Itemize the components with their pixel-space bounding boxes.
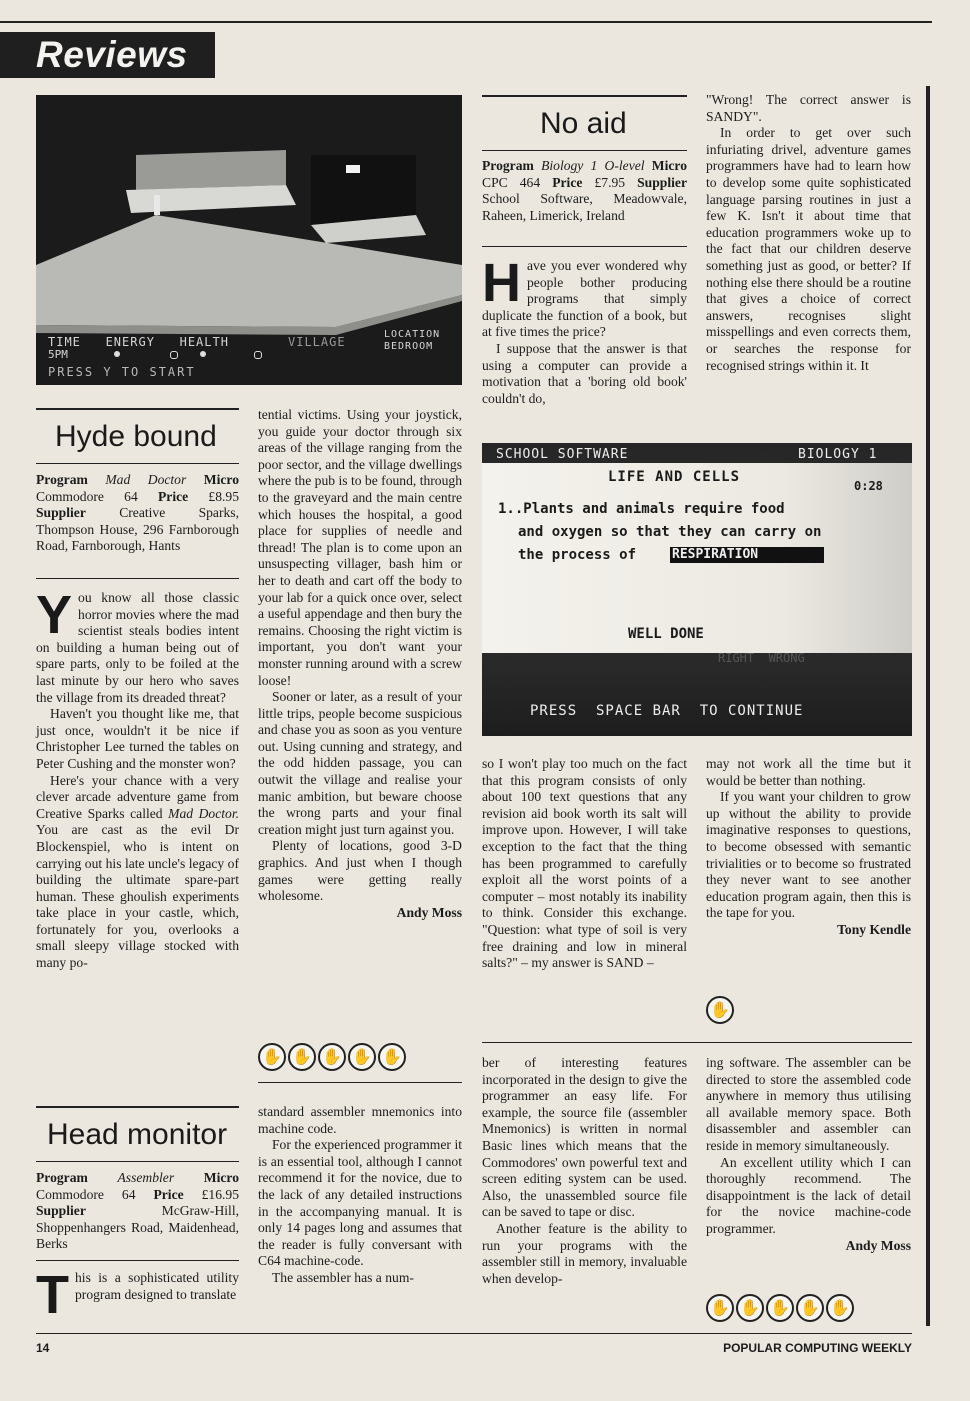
- head-para: standard assembler mnemonics into machine code.: [258, 1104, 462, 1136]
- hyde-title-rule: [36, 463, 239, 464]
- head-para: Another feature is the ability to run your programs with the assembler still in memory, invaluable when develop-: [482, 1220, 687, 1286]
- rating-hand-icon: ✋: [288, 1043, 316, 1071]
- section-title: Reviews: [36, 34, 188, 75]
- head-para: ing software. The assembler can be directed to store the assembled code anywhere in memory thus utilising all available memory space. Both disassembler and assembler can reside in memory simultaneously.: [706, 1055, 911, 1153]
- head-author: Andy Moss: [845, 1237, 911, 1253]
- noaid-body-col3: [482, 756, 687, 972]
- head-para: For the experienced programmer it is an essential tool, although I cannot recommend it for the novice, due to the lack of any detailed instructions in the accompanying manual. It is only 14 pages long and assumes that the reader is fully conversant with C64 machine-code.: [258, 1137, 462, 1269]
- head-info: Program Assembler Micro Commodore 64 Price £16.95 Supplier McGraw-Hill, Shoppenhangers Road, Maidenhead, Berks: [36, 1170, 239, 1252]
- noaid-info-rule: [482, 246, 687, 247]
- rating-hand-icon: ✋: [378, 1043, 406, 1071]
- head-title: Head monitor: [47, 1118, 228, 1151]
- noaid-para: "Wrong! The correct answer is SANDY".: [706, 92, 911, 124]
- head-para: An excellent utility which I can thoroughly recommend. The disappointment is the lack of detail for the novice machine-code programmer.: [706, 1154, 911, 1236]
- head-body-col4: [706, 1055, 911, 1254]
- hyde-para: tential victims. Using your joystick, you guide your doctor through six areas of the village ranging from the poor sector, and the village dwellings where the pub is to be found, through to the graveyard and the main centre which houses the hospital, a good place for supplies of needle and thread! The plan is to come upon an unsuspecting villager, bash him or her to death and cart off the body to your lab for a quick once over, select a useful appendage and then bury the remains. Choosing the right victim is important, you don't want your monster running around with a screw loose!: [258, 407, 462, 688]
- hud-meters: [114, 351, 294, 357]
- noaid-para: If you want your children to grow up without the ability to provide imaginative responses to questions, to become obsessed with semantic trivialities or to become so frustrated they never want to see another education program again, then this is the tape for you.: [706, 789, 911, 921]
- noaid-body-col4: [706, 756, 911, 939]
- hyde-para: Plenty of locations, good 3-D graphics. And just when I though games were getting really wholesome.: [258, 838, 462, 904]
- footer-rule: [36, 1333, 912, 1334]
- right-page-border: [926, 86, 930, 1326]
- quiz-answer-field: RESPIRATION: [670, 547, 824, 563]
- noaid-title: No aid: [540, 107, 627, 140]
- head-body-col2: [258, 1104, 462, 1287]
- head-para: his is a sophisticated utility program designed to translate: [75, 1270, 239, 1302]
- noaid-title-rule: [482, 150, 687, 151]
- noaid-para: In order to get over such infuriating drivel, adventure games programmers have had to learn how to develop some quite sophisticated language parsing routines in just a few K. Isn't it about time that education programmers woke up to the fact that our children deserve something just as good, or better? If nothing else there should be a routine that gives a choice of correct answers, recognises slight misspellings and even corrects them, or searches the response for recognised strings within it. It: [706, 125, 911, 373]
- head-title-rule: [36, 1161, 239, 1162]
- noaid-dropcap: H: [482, 253, 521, 313]
- noaid-top-rule: [482, 95, 687, 97]
- section-banner: [0, 32, 215, 78]
- hyde-info-rule: [36, 578, 239, 579]
- head-body-col1: [36, 1265, 239, 1325]
- head-section-rule-right: [482, 1042, 912, 1043]
- hud-location-value: BEDROOM: [384, 341, 434, 352]
- quiz-brand: SCHOOL SOFTWARE: [496, 447, 629, 462]
- noaid-body-col1: [482, 253, 687, 407]
- rating-hand-icon: ✋: [318, 1043, 346, 1071]
- head-dropcap: T: [36, 1265, 69, 1325]
- hyde-para: Here's your chance with a very clever arcade adventure game from Creative Sparks called Mad Doctor. You are cast as the evil Dr Blockenspiel, who is intent on carrying out his late uncle's legacy of building the ultimate spare-part human. These ghoulish experiments take place in your castle, which, fortunately for you, overlooks a small sleepy village stocked with many po-: [36, 772, 240, 971]
- hyde-para: ou know all those classic horror movies where the mad scientist steals bodies intent on building a human being out of spare parts, only to be foiled at the last minute by our hero who saves the village from its dreaded threat?: [36, 590, 239, 705]
- rating-hand-icon: ✋: [258, 1043, 286, 1071]
- noaid-para: I suppose that the answer is that using a computer can provide a motivation that a 'boring old book' couldn't do,: [482, 340, 687, 406]
- hud-location-label: LOCATION: [384, 329, 441, 340]
- rating-hand-icon: ✋: [826, 1294, 854, 1322]
- quiz-continue-prompt: PRESS SPACE BAR TO CONTINUE: [530, 703, 804, 719]
- head-para: The assembler has a num-: [272, 1269, 414, 1285]
- head-rating: [706, 1294, 856, 1322]
- hyde-body-col1: [36, 585, 240, 972]
- mad-doctor-screenshot: [36, 95, 462, 385]
- noaid-info: Program Biology 1 O-level Micro CPC 464 Price £7.95 Supplier School Software, Meadowvale, Raheen, Limerick, Ireland: [482, 158, 688, 223]
- quiz-timer: 0:28: [854, 479, 883, 493]
- noaid-para: so I won't play too much on the fact that this program consists of only about 100 text questions that any revision aid book worth its salt will improve upon. However, I will take exception to the fact that the thing has been programmed to carefully exploit all the worst points of a computer – most notably its inability to think. Consider this exchange. "Question: what type of soil is very free draining and low in mineral salts?" – my answer is SAND –: [482, 756, 687, 971]
- hud-press-start: PRESS Y TO START: [48, 365, 196, 379]
- hyde-dropcap: Y: [36, 585, 73, 645]
- rating-hand-icon: ✋: [766, 1294, 794, 1322]
- head-para: ber of interesting features incorporated in the design to give the programmer an easy life. For example, the source file (assembler Mnemonics) is written in normal Basic lines which means that the Commodores' own powerful text and screen editing system can be used. Also, the unassembled source file can be saved to tape or disc.: [482, 1055, 687, 1220]
- biology-screenshot: [482, 443, 912, 736]
- quiz-question-line: 1..Plants and animals require food: [498, 501, 785, 517]
- quiz-score: RIGHT WRONG: [718, 651, 805, 665]
- hyde-para: Haven't you thought like me, that just once, wouldn't it be nice if Christopher Lee turned the tables on Peter Cushing and the monster won?: [36, 706, 239, 771]
- quiz-question-line: the process of: [518, 547, 637, 563]
- quiz-feedback: WELL DONE: [628, 626, 704, 642]
- rating-hand-icon: ✋: [706, 1294, 734, 1322]
- hyde-author: Andy Moss: [396, 904, 462, 920]
- rating-hand-icon: ✋: [796, 1294, 824, 1322]
- head-info-rule: [36, 1260, 239, 1261]
- noaid-body-col2: [706, 92, 911, 374]
- hyde-top-rule: [36, 408, 239, 410]
- hud-village: VILLAGE: [288, 335, 346, 349]
- quiz-topic: LIFE AND CELLS: [608, 469, 741, 485]
- hud-time: 5PM: [48, 348, 68, 361]
- noaid-author: Tony Kendle: [837, 921, 911, 937]
- noaid-para: ave you ever wondered why people bother producing programs that simply duplicate the function of a book, but at five times the price?: [482, 258, 687, 340]
- quiz-question-line: and oxygen so that they can carry on: [518, 524, 822, 540]
- noaid-para: may not work all the time but it would be better than nothing.: [706, 756, 911, 788]
- quiz-subject: BIOLOGY 1: [798, 447, 878, 462]
- hyde-para: Sooner or later, as a result of your little trips, people become suspicious and chase you as soon as you venture out. Using cunning and strategy, and the odd hidden passage, you can outwit the village and realise your manic ambition, but beware choose the wrong parts and your final creation might just turn against you.: [258, 689, 462, 837]
- rating-hand-icon: ✋: [736, 1294, 764, 1322]
- head-body-col3: [482, 1055, 687, 1287]
- head-section-rule: [258, 1082, 462, 1083]
- hyde-info: Program Mad Doctor Micro Commodore 64 Price £8.95 Supplier Creative Sparks, Thompson House, 296 Farnborough Road, Farnborough, Hants: [36, 472, 239, 554]
- hud-stats: TIME ENERGY HEALTH: [48, 335, 229, 349]
- publication-name: POPULAR COMPUTING WEEKLY: [723, 1341, 912, 1355]
- rating-hand-icon: ✋: [348, 1043, 376, 1071]
- page-number: 14: [36, 1341, 50, 1355]
- noaid-rating: [706, 996, 736, 1024]
- top-rule: [0, 21, 932, 23]
- head-top-rule: [36, 1106, 239, 1108]
- hyde-rating: [258, 1043, 408, 1071]
- hyde-title: Hyde bound: [55, 420, 217, 453]
- rating-hand-icon: ✋: [706, 996, 734, 1024]
- hyde-body-col2: [258, 407, 462, 921]
